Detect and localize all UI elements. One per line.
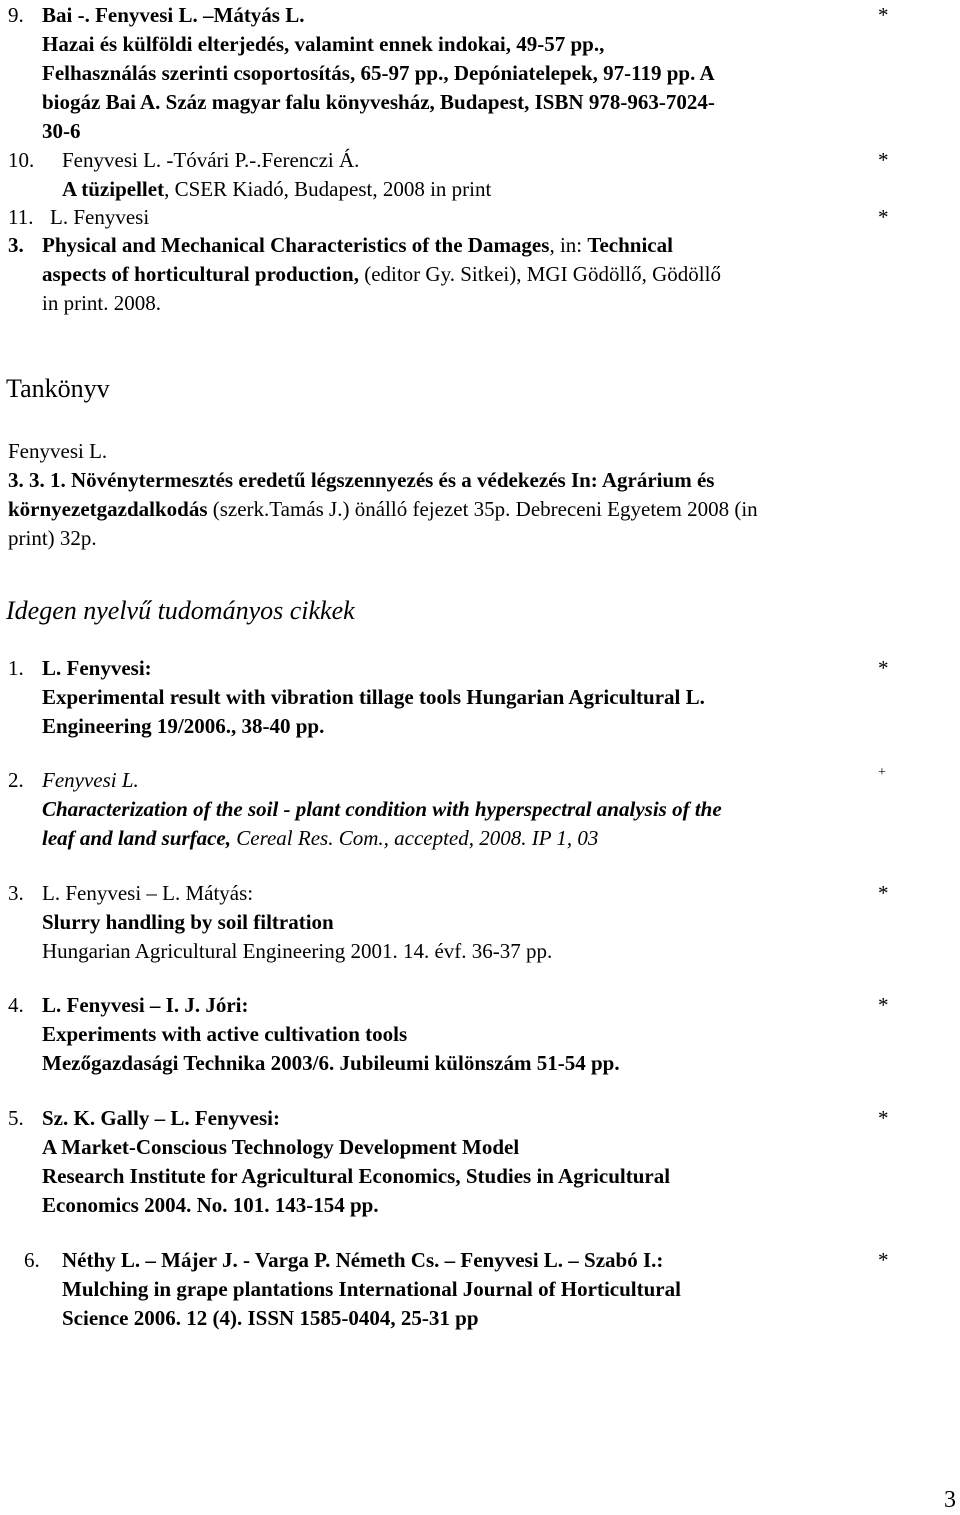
text-line (50, 203, 880, 232)
mark-plus: + (878, 765, 886, 780)
text-run: Bai -. Fenyvesi L. –Mátyás L. (42, 3, 305, 27)
text-line (42, 59, 872, 88)
text-run: Characterization of the soil - plant condition with hyperspectral analysis of the (42, 797, 722, 821)
text-run: aspects of horticultural production, (42, 262, 359, 286)
text-line (8, 524, 758, 553)
text-line (62, 175, 892, 204)
text-line (42, 654, 872, 683)
text-line (62, 146, 892, 175)
text-run: Mezőgazdasági Technika 2003/6. Jubileumi különszám 51-54 pp. (42, 1051, 620, 1075)
text-run: Hungarian Agricultural Engineering 2001. 14. évf. 36-37 pp. (42, 939, 553, 963)
text-run: Economics 2004. No. 101. 143-154 pp. (42, 1193, 379, 1217)
entry-body (42, 766, 872, 853)
entry-number: 3. (8, 881, 24, 905)
text-line (42, 1, 872, 30)
text-line (8, 495, 758, 524)
text-line (42, 260, 872, 289)
entry-number: 3. (8, 233, 24, 257)
text-line (42, 683, 872, 712)
mark-star: * (878, 1248, 889, 1272)
text-run: Hazai és külföldi elterjedés, valamint ennek indokai, 49-57 pp., (42, 32, 605, 56)
text-line (42, 991, 872, 1020)
mark-star: * (878, 148, 889, 172)
text-run: L. Fenyvesi: (42, 656, 152, 680)
text-line (42, 117, 872, 146)
text-line (42, 1133, 872, 1162)
text-run: 3. 3. 1. Növénytermesztés eredetű légszennyezés és a védekezés In: Agrárium és (8, 468, 715, 492)
text-run: in print. 2008. (42, 291, 161, 315)
text-run: Engineering 19/2006., 38-40 pp. (42, 714, 325, 738)
text-run: , CSER Kiadó, Budapest, 2008 in print (164, 177, 492, 201)
text-run: print) 32p. (8, 526, 97, 550)
text-run: (editor Gy. Sitkei), MGI Gödöllő, Gödöllő (358, 262, 721, 286)
text-run: L. Fenyvesi – I. J. Jóri: (42, 993, 249, 1017)
mark-star: * (878, 656, 889, 680)
heading-tankonyv: Tankönyv (6, 374, 110, 403)
text-run: Felhasználás szerinti csoportosítás, 65-97 pp., Depóniatelepek, 97-119 pp. A (42, 61, 715, 85)
entry-body (50, 203, 880, 232)
text-run: Research Institute for Agricultural Economics, Studies in Agricultural (42, 1164, 671, 1188)
text-line (42, 908, 872, 937)
text-run: Technical (587, 233, 673, 257)
text-run: környezetgazdalkodás (8, 497, 208, 521)
text-line (62, 1246, 892, 1275)
entry-body (42, 991, 872, 1078)
text-line (8, 466, 758, 495)
text-run: Experiments with active cultivation tools (42, 1022, 408, 1046)
entry-body (42, 654, 872, 741)
entry-body (42, 231, 872, 318)
entry-body (42, 1, 872, 146)
text-line (42, 1104, 872, 1133)
text-run: biogáz Bai A. Száz magyar falu könyvesház, Budapest, ISBN 978-963-7024- (42, 90, 715, 114)
entry-number: 5. (8, 1106, 24, 1130)
text-line (62, 1304, 892, 1333)
entry-number: 4. (8, 993, 24, 1017)
text-line (42, 30, 872, 59)
text-line (42, 289, 872, 318)
text-run: Fenyvesi L. (42, 768, 139, 792)
text-line (42, 937, 872, 966)
mark-star: * (878, 993, 889, 1017)
text-run: L. Fenyvesi – L. Mátyás: (42, 881, 254, 905)
text-run: Slurry handling by soil filtration (42, 910, 334, 934)
text-run: A Market-Conscious Technology Development Model (42, 1135, 520, 1159)
mark-star: * (878, 205, 889, 229)
text-line (42, 1162, 872, 1191)
mark-star: * (878, 3, 889, 27)
entry-number: 6. (24, 1248, 40, 1272)
text-line (42, 1049, 872, 1078)
text-run: Physical and Mechanical Characteristics of the Damages (42, 233, 550, 257)
text-line (42, 766, 872, 795)
text-run: Mulching in grape plantations International Journal of Horticultural (62, 1277, 681, 1301)
mark-star: * (878, 1106, 889, 1130)
heading-idegen: Idegen nyelvű tudományos cikkek (6, 596, 355, 625)
text-line (42, 1191, 872, 1220)
text-run: (szerk.Tamás J.) önálló fejezet 35p. Debreceni Egyetem 2008 (in (207, 497, 758, 521)
text-run: Experimental result with vibration tillage tools Hungarian Agricultural L. (42, 685, 705, 709)
text-line (62, 1275, 892, 1304)
text-run: 30-6 (42, 119, 81, 143)
text-line (42, 88, 872, 117)
text-run: A tüzipellet (62, 177, 165, 201)
text-run: , in: (549, 233, 588, 257)
text-run: Cereal Res. Com., accepted, 2008. IP 1, 03 (231, 826, 599, 850)
entry-body (62, 146, 892, 204)
entry-body (42, 879, 872, 966)
text-run: Science 2006. 12 (4). ISSN 1585-0404, 25-31 pp (62, 1306, 479, 1330)
text-run: Néthy L. – Májer J. - Varga P. Németh Cs. – Fenyvesi L. – Szabó I.: (62, 1248, 664, 1272)
text-line (42, 712, 872, 741)
text-run: leaf and land surface, (42, 826, 231, 850)
text-line (42, 231, 872, 260)
entry-number: 9. (8, 3, 24, 27)
text-line (42, 879, 872, 908)
text-run: L. Fenyvesi (50, 205, 150, 229)
entry-number: 10. (8, 148, 35, 172)
text-line (42, 824, 872, 853)
tankonyv-author: Fenyvesi L. (8, 439, 108, 463)
tankonyv-entry (8, 466, 758, 553)
text-line (42, 795, 872, 824)
page-number: 3 (944, 1487, 956, 1513)
text-run: Sz. K. Gally – L. Fenyvesi: (42, 1106, 280, 1130)
mark-star: * (878, 881, 889, 905)
entry-body (42, 1104, 872, 1220)
entry-number: 2. (8, 768, 24, 792)
entry-body (62, 1246, 892, 1333)
entry-number: 11. (8, 205, 34, 229)
text-line (42, 1020, 872, 1049)
entry-number: 1. (8, 656, 24, 680)
text-run: Fenyvesi L. -Tóvári P.-.Ferenczi Á. (62, 148, 360, 172)
